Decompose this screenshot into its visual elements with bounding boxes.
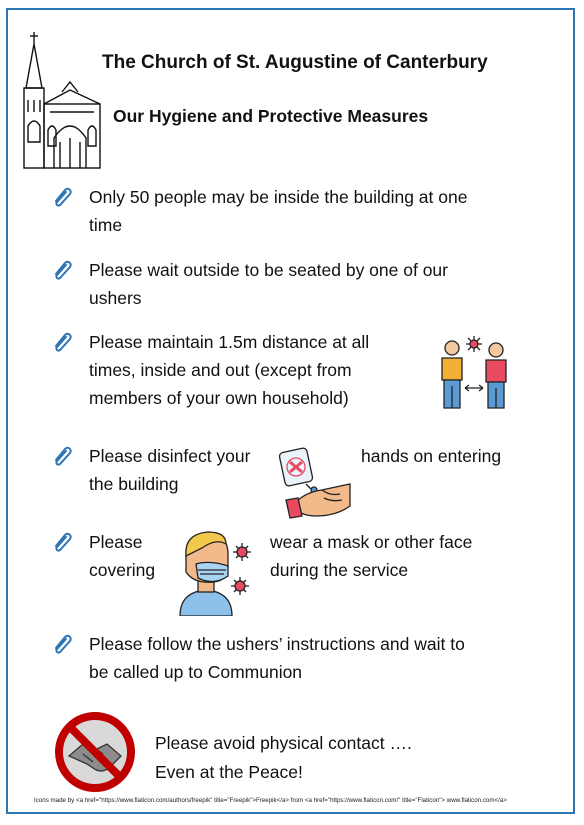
list-item: [89, 442, 250, 498]
no-handshake-icon: [53, 710, 137, 794]
list-item: [89, 183, 467, 239]
list-item: [89, 328, 369, 412]
page-title: The Church of St. Augustine of Canterbury: [102, 52, 488, 73]
item-line: Please wait outside to be seated by one of our: [89, 260, 448, 280]
paperclip-icon: [52, 258, 72, 280]
item-line: during the service: [270, 560, 409, 580]
footer-line-2: Even at the Peace!: [155, 762, 303, 782]
footer-line-1: Please avoid physical contact ….: [155, 733, 412, 753]
icon-credit: Icons made by <a href="https://www.flaticon.com/authors/freepik" title="Freepik">Freepik</a> from <a href="https://www.flaticon.com/" title="Flaticon"> www.flaticon.com</a>: [34, 797, 507, 804]
item-line: Please: [89, 532, 143, 552]
item-line: Please follow the ushers’ instructions and wait to: [89, 634, 465, 654]
paperclip-icon: [52, 330, 72, 352]
list-item-continued: [270, 528, 472, 584]
face-mask-icon: [176, 530, 258, 616]
item-line: covering: [89, 560, 156, 580]
hand-sanitizer-icon: [276, 444, 354, 520]
social-distance-icon: [434, 334, 514, 410]
list-item: [89, 528, 155, 584]
item-line: Please disinfect your: [89, 446, 251, 466]
item-line: Please maintain 1.5m distance at all: [89, 332, 370, 352]
list-item: [89, 630, 465, 686]
item-line: wear a mask or other face: [270, 532, 473, 552]
item-line: times, inside and out (except from: [89, 360, 352, 380]
item-line: members of your own household): [89, 388, 349, 408]
item-line: be called up to Communion: [89, 662, 303, 682]
list-item: [89, 256, 448, 312]
paperclip-icon: [52, 444, 72, 466]
item-line: hands on entering: [361, 446, 502, 466]
paperclip-icon: [52, 185, 72, 207]
page-subtitle: Our Hygiene and Protective Measures: [113, 106, 429, 126]
item-line: Only 50 people may be inside the building at one: [89, 187, 468, 207]
list-item-continued: [361, 442, 501, 470]
paperclip-icon: [52, 530, 72, 552]
item-line: the building: [89, 474, 179, 494]
item-line: time: [89, 215, 123, 235]
church-icon: [20, 30, 102, 170]
item-line: ushers: [89, 288, 142, 308]
paperclip-icon: [52, 632, 72, 654]
